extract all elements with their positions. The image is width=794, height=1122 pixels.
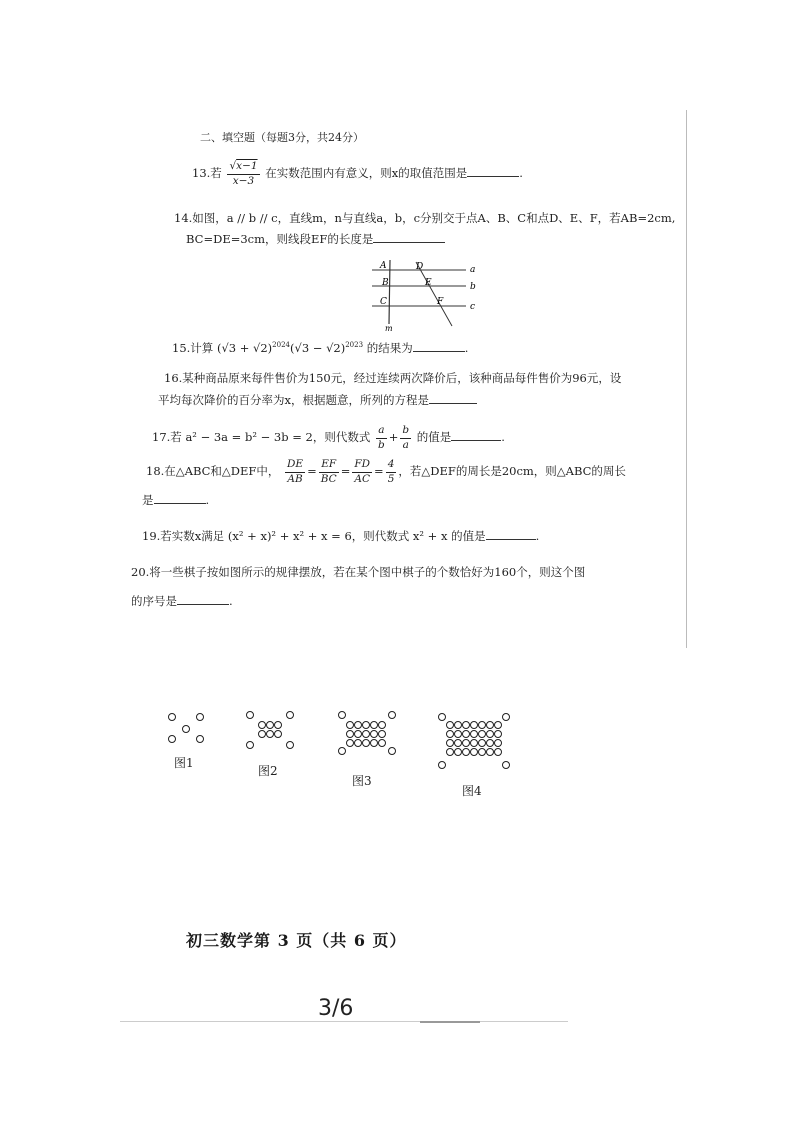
q18-eq1: = [307,464,317,479]
question-20-line1: 20.将一些棋子按如图所示的规律摆放，若在某个图中棋子的个数恰好为160个，则这个图 [131,565,586,579]
q17-prefix: 17.若 a² − 3a = b² − 3b = 2，则代数式 [152,430,371,445]
figure-2-label: 图2 [258,764,278,778]
q17-tail: . [501,430,505,445]
q17-plus: + [388,430,399,445]
q15-prefix: 15.计算 [172,341,214,355]
q15-exp1: 2024 [272,341,290,350]
question-19 [142,528,539,544]
figure-2-pieces [247,712,294,749]
label-a: a [470,265,476,275]
q16-answer-blank [429,392,477,404]
question-17 [152,424,505,452]
label-C: C [380,297,387,307]
question-16-line2 [158,392,477,408]
q17-suffix: 的值是 [416,430,452,445]
q13-answer-blank [467,165,519,177]
label-c: c [470,302,476,312]
page-footer: 初三数学第 3 页（共 6 页） [186,931,407,950]
question-18-line2 [142,492,209,508]
q13-text: 在实数范围内有意义，则x的取值范围是 [265,166,468,181]
label-D: D [416,262,424,272]
q19-tail: . [535,529,540,543]
q17-fraction-a-over-b: $\frac{a}{b}$ [378,424,385,451]
figure-3-label: 图3 [352,774,372,788]
q15-expr1: (√3 + √2) [216,341,273,355]
q18-fraction-de-ab: $\frac{DE}{AB}$ [287,458,304,485]
question-15 [172,340,468,356]
q18-suffix: ，若△DEF的周长是20cm，则△ABC的周长 [398,464,626,479]
label-B: B [382,278,389,288]
page-number: 3/6 [318,996,354,1021]
q15-exp2: 2023 [345,341,364,350]
q14-line2-text: BC=DE=3cm，则线段EF的长度是 [186,232,374,246]
q15-suffix: 的结果为 [366,341,413,355]
figure-4-label: 图4 [462,784,482,798]
q16-line2-text: 平均每次降价的百分率为x，根据题意，所列的方程是 [158,393,429,407]
q13-numerator: √x−1 [227,160,259,175]
q15-tail: . [464,341,469,355]
q15-answer-blank [413,340,465,352]
q18-fraction-4-5: $\frac{4}{5}$ [387,458,395,485]
label-E: E [425,278,432,288]
q18-answer-blank [154,492,206,504]
q14-answer-blank [373,231,445,243]
question-20-line2 [131,593,233,609]
q17-answer-blank [451,429,501,441]
q18-fraction-ef-bc: $\frac{EF}{BC}$ [320,458,337,485]
figure-1-label: 图1 [174,756,194,770]
q13-number: 13.若 [192,166,222,181]
scan-edge-line [686,110,687,648]
q13-tail: . [519,166,523,181]
question-14-line1: 14.如图，a // b // c，直线m，n与直线a，b，c分别交于点A、B、C和点D、E、F，若AB=2cm, [174,211,676,225]
q18-eq2: = [340,464,351,479]
q19-text: 19.若实数x满足 (x² + x)² + x² + x = 6，则代数式 x² + x 的值是 [142,529,486,543]
footer-divider [120,1021,568,1022]
label-m: m [385,324,393,333]
chess-piece-figures [160,705,520,785]
q18-fraction-fd-ac: $\frac{FD}{AC}$ [354,458,371,485]
q18-line2-text: 是 [142,493,154,507]
q20-line2-text: 的序号是 [131,594,177,608]
question-13 [192,160,523,188]
q18-prefix: 18.在△ABC和△DEF中， [146,464,280,479]
q19-answer-blank [486,528,536,540]
footer-divider-accent [420,1021,480,1023]
q17-fraction-b-over-a: $\frac{b}{a}$ [402,424,410,451]
question-18 [146,458,626,486]
section-title: 二、填空题（每题3分，共24分） [200,131,364,144]
q18-eq3: = [374,464,384,479]
q13-fraction [227,160,259,188]
q15-expr2: (√3 − √2) [290,341,346,355]
figure-4-pieces [439,714,510,769]
figure-3-pieces [339,712,396,755]
label-F: F [437,297,444,307]
figure-1-pieces [169,714,204,743]
q18-tail: . [205,493,210,507]
question-16-line1: 16.某种商品原来每件售价为150元，经过连续两次降价后，该种商品每件售价为96元，设 [164,371,622,385]
label-A: A [380,261,387,271]
q20-tail: . [229,594,233,608]
q13-denominator: x−3 [232,174,255,187]
q14-parallel-lines-diagram [370,258,480,333]
q20-answer-blank [177,593,229,605]
question-14-line2 [186,231,445,247]
label-b: b [470,282,476,292]
